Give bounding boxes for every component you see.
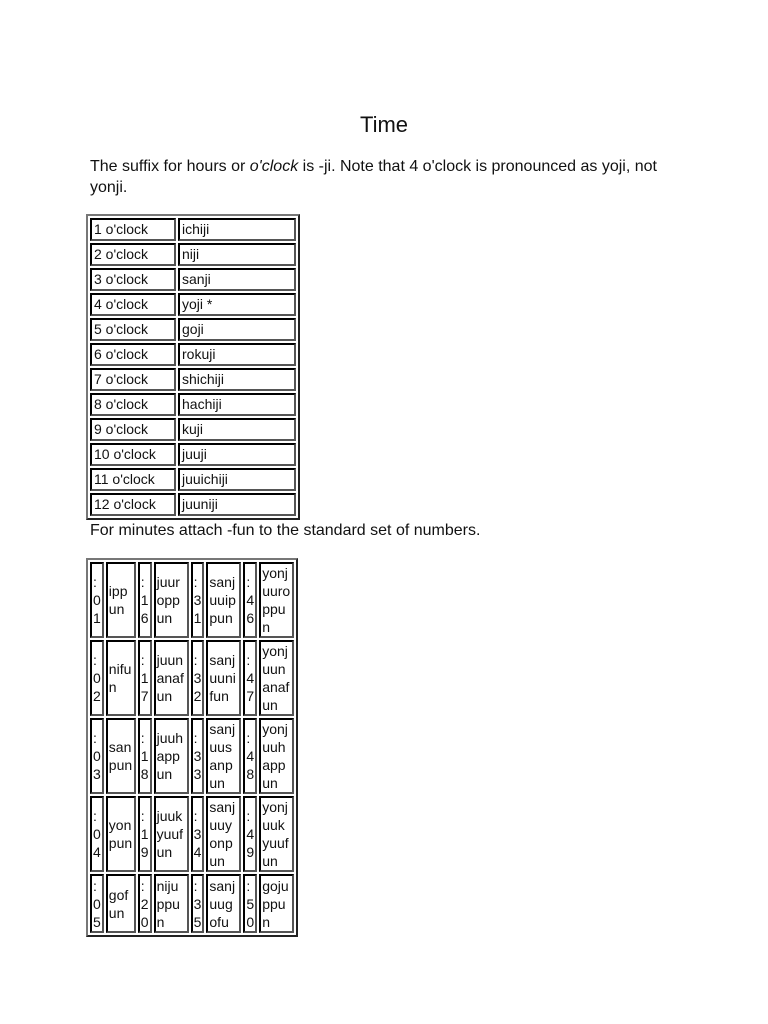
- table-row: [90, 418, 296, 441]
- minute-reading: yonjuuhappun: [259, 718, 294, 794]
- minute-reading: gojuppun: [259, 874, 294, 933]
- table-row: [90, 468, 296, 491]
- hour-reading: shichiji: [178, 368, 296, 391]
- minute-reading: sanjuugofu: [206, 874, 241, 933]
- hour-reading: rokuji: [178, 343, 296, 366]
- minute-reading: yonjuuroppun: [259, 562, 294, 638]
- hour-reading: yoji *: [178, 293, 296, 316]
- minute-label: :18: [138, 718, 152, 794]
- hour-reading: juuniji: [178, 493, 296, 516]
- minute-reading: sanjuuippun: [206, 562, 241, 638]
- minute-label: :50: [243, 874, 257, 933]
- table-row: [90, 874, 294, 933]
- minute-reading: sanjuunifun: [206, 640, 241, 716]
- minutes-intro-paragraph: For minutes attach -fun to the standard set of numbers.: [90, 522, 481, 539]
- table-row: [90, 243, 296, 266]
- minute-label: :31: [191, 562, 205, 638]
- table-row: [90, 443, 296, 466]
- hour-reading: kuji: [178, 418, 296, 441]
- hour-label: 9 o'clock: [90, 418, 176, 441]
- minute-label: :33: [191, 718, 205, 794]
- table-row: [90, 293, 296, 316]
- minute-label: :32: [191, 640, 205, 716]
- minute-label: :05: [90, 874, 104, 933]
- minute-reading: juuhappun: [154, 718, 189, 794]
- minute-reading: nijuppun: [154, 874, 189, 933]
- minute-label: :04: [90, 796, 104, 872]
- hour-label: 2 o'clock: [90, 243, 176, 266]
- minute-label: :17: [138, 640, 152, 716]
- minute-reading: nifun: [106, 640, 136, 716]
- hour-label: 4 o'clock: [90, 293, 176, 316]
- minute-reading: juunanafun: [154, 640, 189, 716]
- hour-label: 5 o'clock: [90, 318, 176, 341]
- minute-label: :46: [243, 562, 257, 638]
- hour-label: 3 o'clock: [90, 268, 176, 291]
- table-row: [90, 718, 294, 794]
- minute-label: :19: [138, 796, 152, 872]
- minute-reading: yonjuunanafun: [259, 640, 294, 716]
- minute-reading: sanpun: [106, 718, 136, 794]
- hour-reading: niji: [178, 243, 296, 266]
- minutes-table: [86, 558, 298, 937]
- minute-reading: yonpun: [106, 796, 136, 872]
- hours-intro-paragraph: [90, 156, 680, 198]
- hour-reading: hachiji: [178, 393, 296, 416]
- intro-text-before: The suffix for hours or: [90, 158, 250, 175]
- table-row: [90, 493, 296, 516]
- intro-text-italic: o'clock: [249, 158, 299, 175]
- minute-label: :49: [243, 796, 257, 872]
- hour-label: 12 o'clock: [90, 493, 176, 516]
- hour-reading: sanji: [178, 268, 296, 291]
- page-title: Time: [359, 112, 409, 137]
- table-row: [90, 343, 296, 366]
- minute-reading: juuroppun: [154, 562, 189, 638]
- table-row: [90, 368, 296, 391]
- minute-label: :16: [138, 562, 152, 638]
- minute-label: :02: [90, 640, 104, 716]
- hour-label: 8 o'clock: [90, 393, 176, 416]
- minute-label: :34: [191, 796, 205, 872]
- minute-reading: juukyuufun: [154, 796, 189, 872]
- hour-label: 10 o'clock: [90, 443, 176, 466]
- table-row: [90, 393, 296, 416]
- table-row: [90, 562, 294, 638]
- minute-label: :47: [243, 640, 257, 716]
- minute-label: :01: [90, 562, 104, 638]
- hour-reading: ichiji: [178, 218, 296, 241]
- hour-label: 7 o'clock: [90, 368, 176, 391]
- minute-label: :35: [191, 874, 205, 933]
- table-row: [90, 268, 296, 291]
- table-row: [90, 318, 296, 341]
- hours-table: [86, 214, 300, 520]
- table-row: [90, 640, 294, 716]
- hour-label: 11 o'clock: [90, 468, 176, 491]
- hour-label: 1 o'clock: [90, 218, 176, 241]
- minute-reading: sanjuuyonpun: [206, 796, 241, 872]
- minute-reading: sanjuusanpun: [206, 718, 241, 794]
- table-row: [90, 796, 294, 872]
- hour-reading: goji: [178, 318, 296, 341]
- hour-reading: juuji: [178, 443, 296, 466]
- intro-text-after: is -ji. Note that 4 o'clock is pronounced as yoji, not yonji.: [90, 158, 657, 196]
- minute-label: :48: [243, 718, 257, 794]
- minute-reading: ippun: [106, 562, 136, 638]
- minute-reading: gofun: [106, 874, 136, 933]
- hour-reading: juuichiji: [178, 468, 296, 491]
- minute-reading: yonjuukyuufun: [259, 796, 294, 872]
- table-row: [90, 218, 296, 241]
- minute-label: :03: [90, 718, 104, 794]
- minute-label: :20: [138, 874, 152, 933]
- hour-label: 6 o'clock: [90, 343, 176, 366]
